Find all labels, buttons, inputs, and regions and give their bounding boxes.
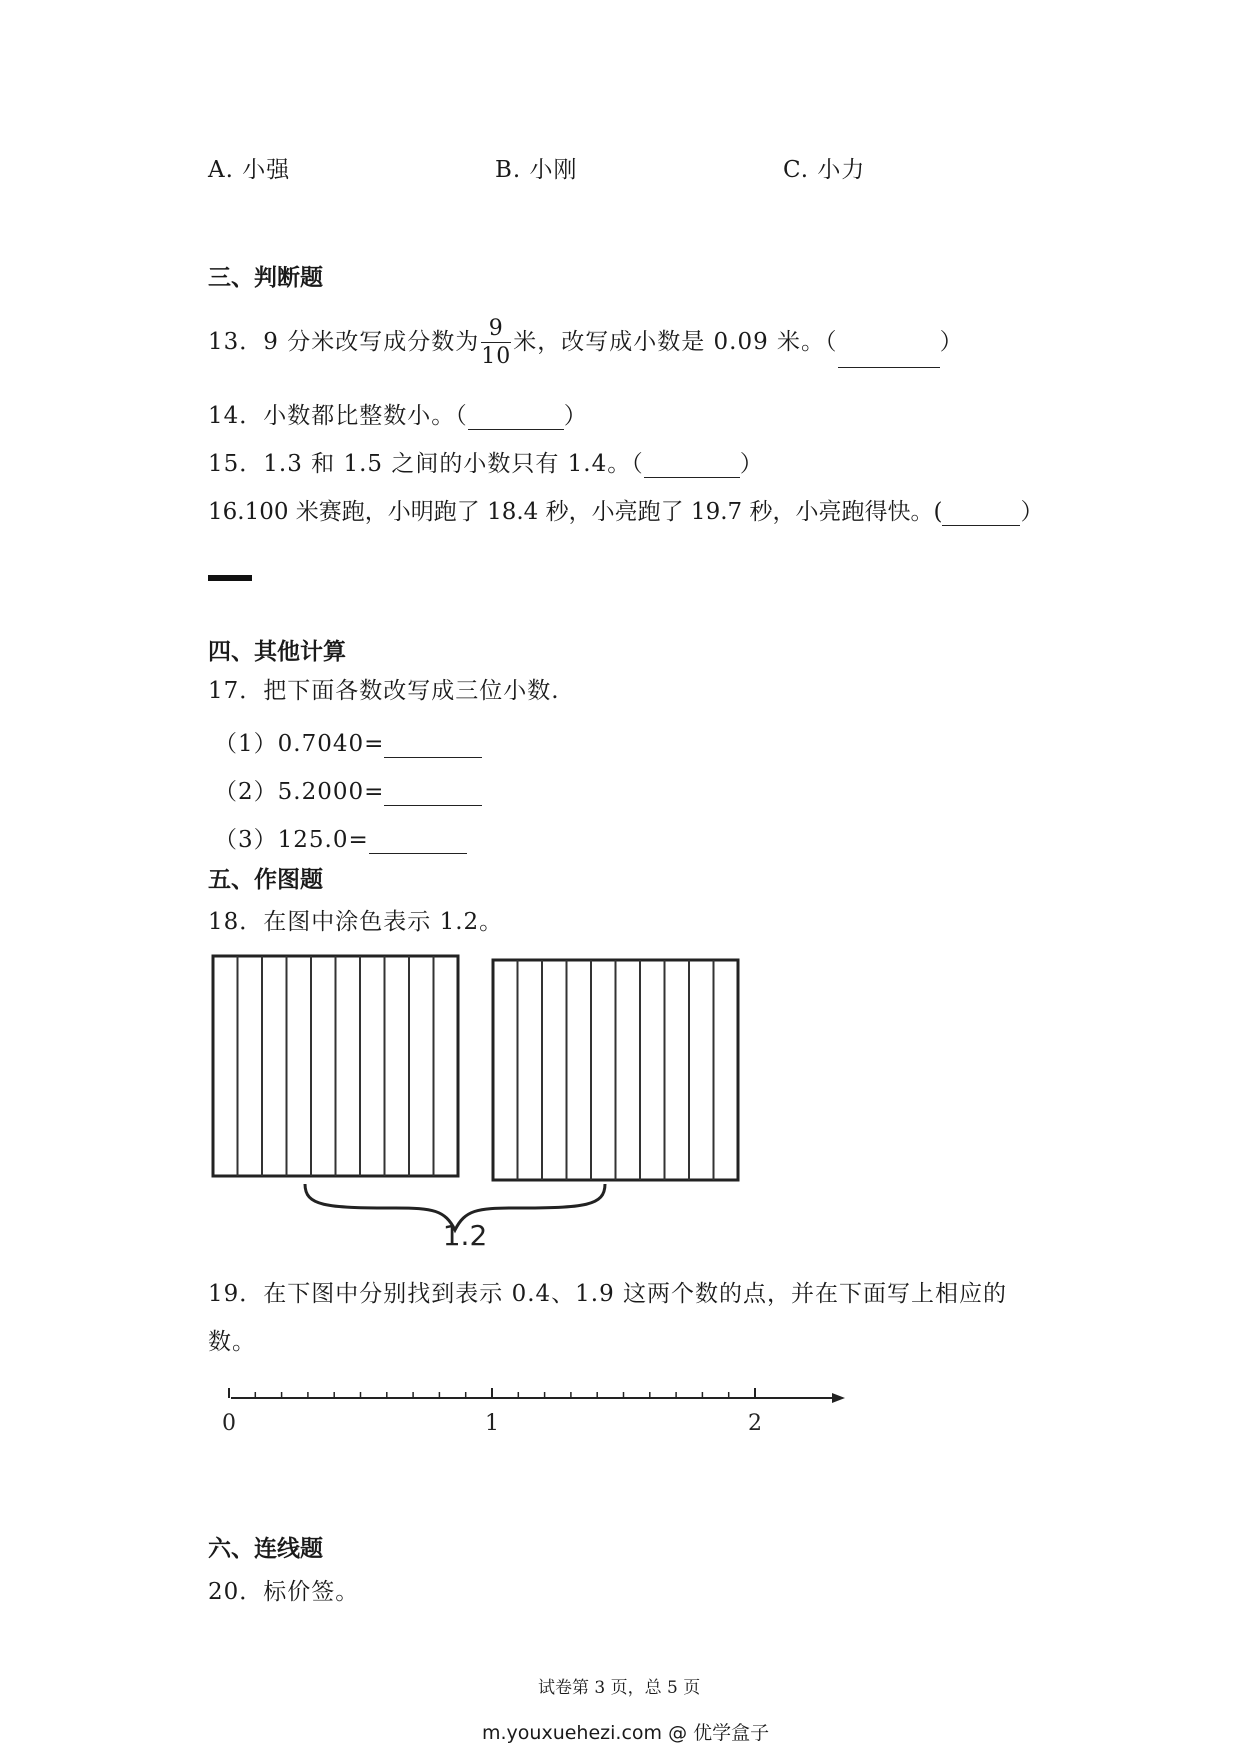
- answer-blank-17-1[interactable]: [384, 735, 482, 758]
- number-line-label: 1: [485, 1411, 499, 1436]
- question-20-stem: 20．标价签。: [208, 1579, 360, 1605]
- fraction-denominator: 10: [481, 344, 512, 369]
- arrow-head: [832, 1393, 845, 1403]
- brace-label: 1.2: [442, 1219, 488, 1252]
- decimal-grid-figure: [205, 948, 745, 1253]
- section-title-judge: 三、判断题: [208, 265, 323, 291]
- option-b: B. 小刚: [495, 157, 578, 183]
- fraction-numerator: 9: [481, 318, 511, 343]
- question-13-before: 13．9 分米改写成分数为: [208, 329, 480, 355]
- question-13-after: 米，改写成小数是 0.09 米。（: [513, 329, 838, 355]
- answer-blank-14[interactable]: [468, 407, 564, 430]
- section-title-match: 六、连线题: [208, 1536, 323, 1562]
- question-16: 16.100 米赛跑，小明跑了 18.4 秒，小亮跑了 19.7 秒，小亮跑得快。( ）: [208, 499, 1044, 525]
- section-title-calc: 四、其他计算: [208, 639, 346, 665]
- fraction: [481, 318, 511, 368]
- question-17-item-2: （2）5.2000=: [214, 773, 482, 806]
- option-a: A. 小强: [208, 157, 291, 183]
- question-17-item-3: （3）125.0=: [214, 821, 467, 854]
- page-footer: 试卷第 3 页，总 5 页: [538, 1678, 701, 1698]
- answer-blank-13[interactable]: [838, 345, 940, 368]
- question-15: 15．1.3 和 1.5 之间的小数只有 1.4。（ ）: [208, 451, 764, 477]
- question-19-stem-2: 数。: [208, 1329, 256, 1355]
- question-17-item-1: （1）0.7040=: [214, 725, 482, 758]
- answer-blank-16[interactable]: [942, 503, 1020, 526]
- question-14: 14．小数都比整数小。（ ）: [208, 403, 588, 429]
- option-c: C. 小力: [783, 157, 866, 183]
- number-line-label: 0: [222, 1411, 236, 1436]
- answer-blank-15[interactable]: [644, 455, 740, 478]
- question-13: 13．9 分米改写成分数为 $\frac{9}{10}$ 米，改写成小数是 0.09 米。（ ）: [208, 316, 964, 369]
- section-title-draw: 五、作图题: [208, 867, 323, 893]
- number-line-label: 2: [748, 1411, 762, 1436]
- question-18-stem: 18．在图中涂色表示 1.2。: [208, 909, 504, 935]
- number-line: [222, 1370, 845, 1440]
- grid-right[interactable]: [493, 960, 738, 1180]
- site-watermark: m.youxuehezi.com @ 优学盒子: [482, 1722, 770, 1744]
- answer-blank-17-2[interactable]: [384, 783, 482, 806]
- grid-left[interactable]: [213, 956, 458, 1176]
- question-17-stem: 17．把下面各数改写成三位小数.: [208, 678, 560, 704]
- question-19-stem-1: 19．在下图中分别找到表示 0.4、1.9 这两个数的点，并在下面写上相应的: [208, 1281, 1008, 1307]
- section-divider: [208, 575, 252, 581]
- answer-blank-17-3[interactable]: [369, 831, 467, 854]
